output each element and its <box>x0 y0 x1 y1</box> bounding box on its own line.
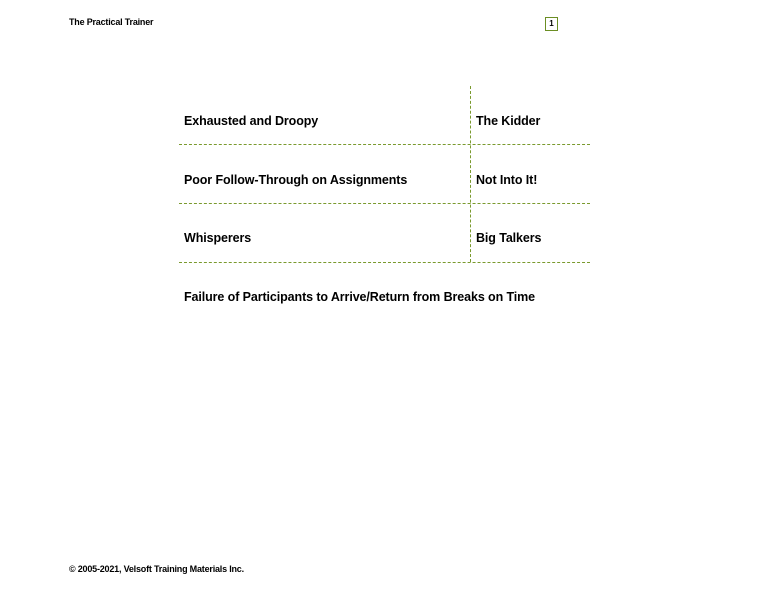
card-right-row-2: Not Into It! <box>476 173 538 187</box>
card-left-row-2: Poor Follow-Through on Assignments <box>184 173 408 187</box>
card-left-row-1: Exhausted and Droopy <box>184 114 319 128</box>
copyright-footer: © 2005-2021, Velsoft Training Materials Inc. <box>69 564 244 574</box>
page-header-title: The Practical Trainer <box>69 17 154 27</box>
card-left-row-3: Whisperers <box>184 231 252 245</box>
card-right-row-3: Big Talkers <box>476 231 542 245</box>
page-number-box: 1 <box>545 17 558 31</box>
cut-out-card-grid <box>179 86 590 304</box>
card-right-row-1: The Kidder <box>476 114 541 128</box>
horizontal-cut-line-3 <box>179 262 590 263</box>
horizontal-cut-line-2 <box>179 203 590 204</box>
card-extra-item: Failure of Participants to Arrive/Return from Breaks on Time <box>184 290 536 304</box>
vertical-cut-line <box>470 86 471 262</box>
horizontal-cut-line-1 <box>179 144 590 145</box>
